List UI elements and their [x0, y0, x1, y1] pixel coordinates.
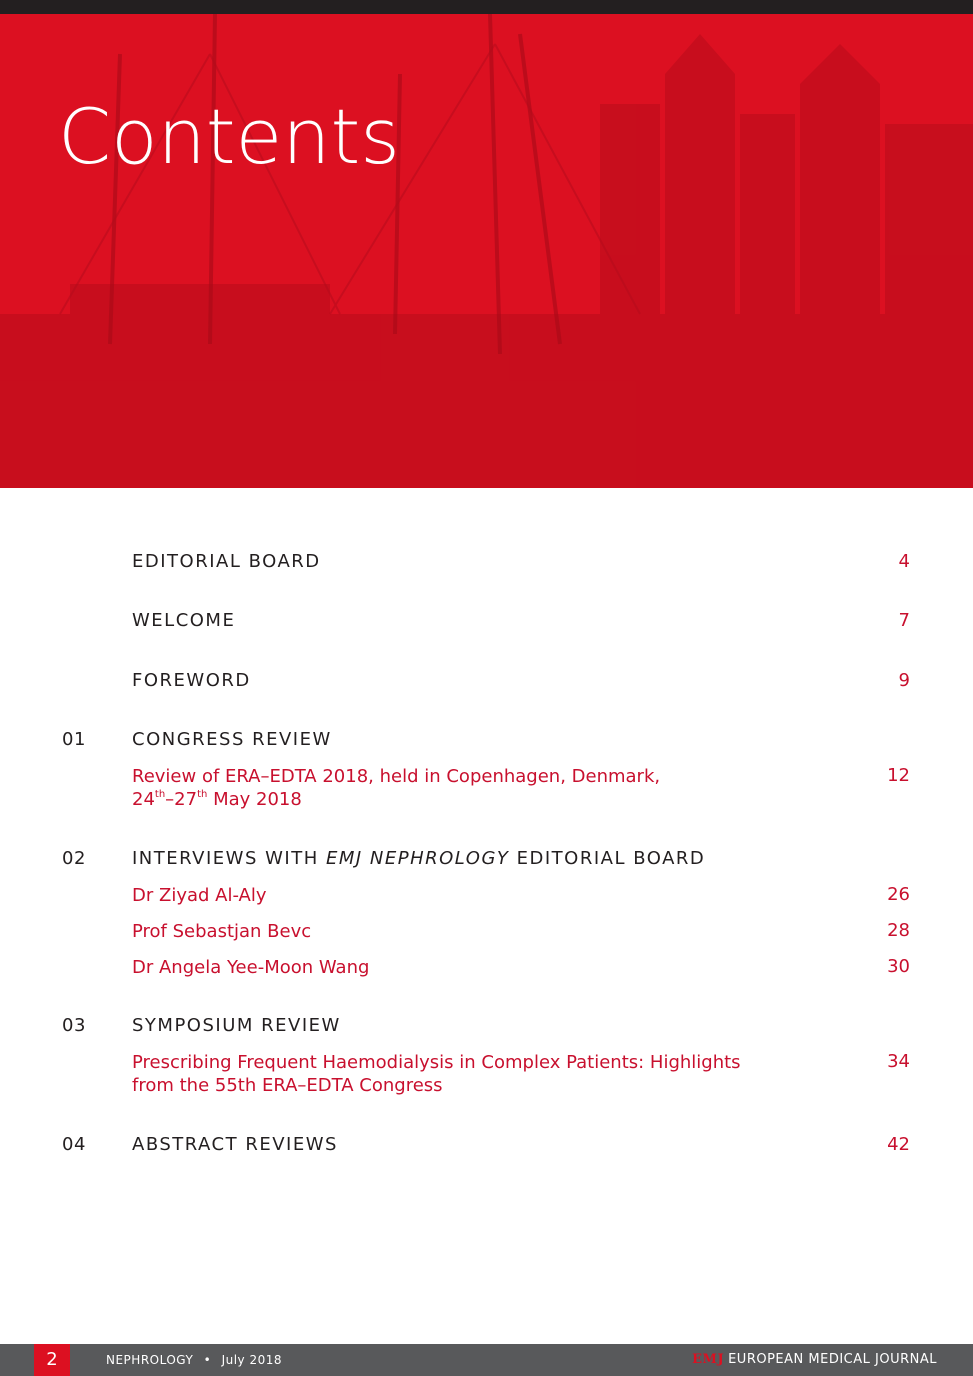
- section-heading: SYMPOSIUM REVIEW: [132, 1015, 341, 1036]
- toc-item-title: [132, 1051, 822, 1097]
- toc-page-number: 34: [887, 1051, 910, 1072]
- heading-emphasis: EMJ NEPHROLOGY: [325, 848, 510, 869]
- section-number: 04: [62, 1134, 86, 1155]
- date-month: May 2018: [207, 789, 302, 810]
- footer-page-number: 2: [34, 1344, 70, 1376]
- ordinal-suffix: th: [197, 789, 208, 800]
- toc-page-number: 30: [887, 956, 910, 977]
- date-start: 24: [132, 789, 155, 810]
- section-heading: ABSTRACT REVIEWS: [132, 1134, 338, 1155]
- toc-heading: EDITORIAL BOARD: [132, 551, 321, 572]
- page-footer: [0, 1344, 973, 1376]
- toc-page-number: 28: [887, 920, 910, 941]
- toc-item-title: [132, 765, 822, 811]
- footer-brand: [692, 1352, 937, 1367]
- issue-date: July 2018: [221, 1353, 283, 1367]
- toc-page-number: 7: [898, 610, 910, 631]
- heading-part: EDITORIAL BOARD: [509, 848, 706, 869]
- section-number: 01: [62, 729, 86, 750]
- title-line-1: Review of ERA–EDTA 2018, held in Copenhagen, Denmark,: [132, 766, 661, 787]
- toc-page-number: 42: [887, 1134, 910, 1155]
- toc-item-title: Dr Angela Yee-Moon Wang: [132, 957, 370, 978]
- title-line-2: from the 55th ERA–EDTA Congress: [132, 1075, 443, 1096]
- toc-page-number: 4: [898, 551, 910, 572]
- section-heading: CONGRESS REVIEW: [132, 729, 332, 750]
- ordinal-suffix: th: [154, 789, 166, 800]
- section-heading: [132, 848, 705, 869]
- toc-heading: FOREWORD: [132, 670, 251, 691]
- toc-page-number: 26: [887, 884, 910, 905]
- toc-page-number: 9: [898, 670, 910, 691]
- journal-name: NEPHROLOGY: [106, 1353, 194, 1367]
- harbor-illustration: [0, 14, 973, 488]
- toc-item-title: Prof Sebastjan Bevc: [132, 921, 312, 942]
- top-bar: [0, 0, 973, 14]
- toc-page-number: 12: [887, 765, 910, 786]
- title-line-1: Prescribing Frequent Haemodialysis in Complex Patients: Highlights: [132, 1052, 741, 1073]
- heading-part: INTERVIEWS WITH: [132, 848, 326, 869]
- brand-name: EUROPEAN MEDICAL JOURNAL: [728, 1352, 937, 1367]
- toc-heading: WELCOME: [132, 610, 236, 631]
- date-end: –27: [165, 789, 198, 810]
- hero-banner: [0, 14, 973, 488]
- section-number: 02: [62, 848, 86, 869]
- separator-dot: •: [203, 1353, 212, 1367]
- toc-item-title: Dr Ziyad Al-Aly: [132, 885, 267, 906]
- emj-logo: EMJ: [692, 1352, 725, 1367]
- footer-journal-info: [106, 1353, 282, 1367]
- page-title: Contents: [58, 92, 400, 181]
- section-number: 03: [62, 1015, 86, 1036]
